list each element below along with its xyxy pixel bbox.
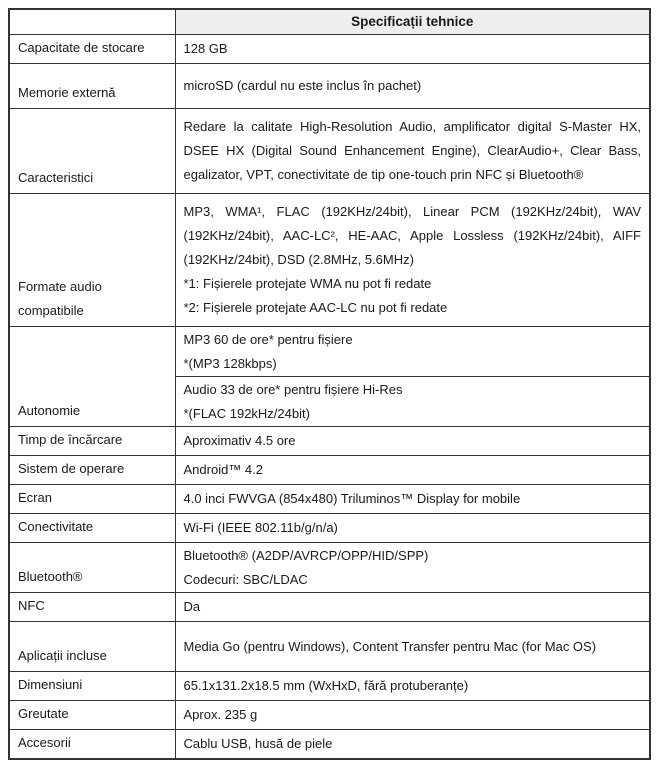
- spec-label-timp-incarcare: Timp de încărcare: [9, 427, 175, 456]
- bluetooth-profiles: Bluetooth® (A2DP/AVRCP/OPP/HID/SPP): [183, 547, 429, 563]
- spec-label-aplicatii: Aplicații incluse: [9, 622, 175, 672]
- spec-value-capacitate: 128 GB: [175, 35, 650, 64]
- spec-value-autonomie-mp3: [175, 327, 650, 377]
- spec-label-nfc: NFC: [9, 593, 175, 622]
- spec-table: [8, 8, 651, 760]
- spec-label-greutate: Greutate: [9, 701, 175, 730]
- table-row: [9, 730, 650, 760]
- spec-value-formate-audio: [175, 194, 650, 327]
- table-row: [9, 514, 650, 543]
- spec-value-bluetooth: [175, 543, 650, 593]
- spec-label-dimensiuni: Dimensiuni: [9, 672, 175, 701]
- spec-value-ecran: 4.0 inci FWVGA (854x480) Triluminos™ Display for mobile: [175, 485, 650, 514]
- formate-audio-list: MP3, WMA¹, FLAC (192KHz/24bit), Linear PCM (192KHz/24bit), WAV (192KHz/24bit), AAC-LC², HE-AAC, Apple Lossless (192KHz/24bit), AIFF (192KHz/24bit), DSD (2.8MHz, 5.6MHz): [183, 204, 641, 267]
- spec-value-nfc: Da: [175, 593, 650, 622]
- spec-label-capacitate: Capacitate de stocare: [9, 35, 175, 64]
- spec-label-accesorii: Accesorii: [9, 730, 175, 760]
- autonomie-hires-line-2: *(FLAC 192kHz/24bit): [183, 405, 310, 421]
- formate-audio-note-2: *2: Fișierele protejate AAC-LC nu pot fi redate: [183, 300, 448, 315]
- spec-label-ecran: Ecran: [9, 485, 175, 514]
- bluetooth-codecs: Codecuri: SBC/LDAC: [183, 571, 308, 587]
- header-row: [9, 9, 650, 35]
- table-row: [9, 485, 650, 514]
- table-row: [9, 622, 650, 672]
- table-row: [9, 593, 650, 622]
- header-empty-cell: [9, 9, 175, 35]
- table-row: [9, 194, 650, 327]
- spec-label-autonomie: Autonomie: [9, 327, 175, 427]
- table-row: [9, 35, 650, 64]
- table-row: [9, 543, 650, 593]
- table-row: [9, 327, 650, 377]
- spec-value-dimensiuni: 65.1x131.2x18.5 mm (WxHxD, fără protuberanțe): [175, 672, 650, 701]
- spec-value-greutate: Aprox. 235 g: [175, 701, 650, 730]
- autonomie-mp3-line-2: *(MP3 128kbps): [183, 355, 277, 371]
- table-title: Specificații tehnice: [175, 9, 650, 35]
- spec-label-bluetooth: Bluetooth®: [9, 543, 175, 593]
- table-row: [9, 456, 650, 485]
- spec-label-conectivitate: Conectivitate: [9, 514, 175, 543]
- spec-label-formate-audio: Formate audio compatibile: [9, 194, 175, 327]
- spec-label-caracteristici: Caracteristici: [9, 109, 175, 194]
- spec-value-memorie-externa: microSD (cardul nu este inclus în pachet): [175, 64, 650, 109]
- spec-value-accesorii: Cablu USB, husă de piele: [175, 730, 650, 760]
- spec-value-aplicatii: Media Go (pentru Windows), Content Transfer pentru Mac (for Mac OS): [175, 622, 650, 672]
- table-row: [9, 64, 650, 109]
- caracteristici-text: Redare la calitate High-Resolution Audio, amplificator digital S-Master HX, DSEE HX (Digital Sound Enhancement Engine), ClearAudio+, Clear Bass, egalizator, VPT, conectivitate de tip one-touch prin NFC și Bluetooth®: [183, 119, 641, 182]
- formate-audio-note-1: *1: Fișierele protejate WMA nu pot fi redate: [183, 276, 432, 291]
- spec-label-memorie-externa: Memorie externă: [9, 64, 175, 109]
- spec-label-sistem-operare: Sistem de operare: [9, 456, 175, 485]
- spec-value-caracteristici: [175, 109, 650, 194]
- spec-value-conectivitate: Wi-Fi (IEEE 802.11b/g/n/a): [175, 514, 650, 543]
- autonomie-hires-line-1: Audio 33 de ore* pentru fișiere Hi-Res: [183, 381, 403, 397]
- spec-value-autonomie-hires: [175, 377, 650, 427]
- spec-value-timp-incarcare: Aproximativ 4.5 ore: [175, 427, 650, 456]
- table-row: [9, 672, 650, 701]
- spec-value-sistem-operare: Android™ 4.2: [175, 456, 650, 485]
- table-row: [9, 427, 650, 456]
- table-row: [9, 701, 650, 730]
- autonomie-mp3-line-1: MP3 60 de ore* pentru fișiere: [183, 331, 353, 347]
- table-row: [9, 109, 650, 194]
